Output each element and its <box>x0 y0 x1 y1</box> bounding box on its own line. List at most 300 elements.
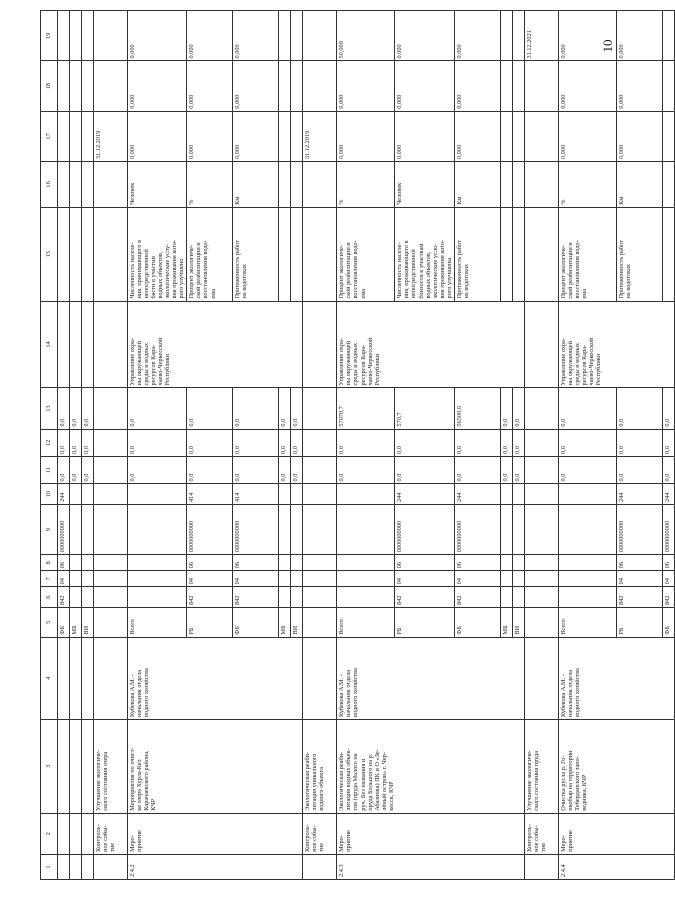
control-date-col17 <box>524 111 558 161</box>
executor-agency: Управление охра- ны окружающей среды и водных ресурсов Кара- чаево-Черкесской Республики <box>337 301 524 388</box>
indicator-name <box>279 207 291 301</box>
empty-cell <box>303 388 337 429</box>
empty-cell <box>70 301 82 388</box>
column-number-8: 8 <box>41 555 58 571</box>
indicator-value-19 <box>291 11 303 61</box>
empty-cell <box>524 301 558 388</box>
empty-cell <box>58 11 70 61</box>
indicator-name: Процент экологиче- ской реабилитации и восстановления водо- ема <box>337 207 395 301</box>
indicator-value-17: 0,000 <box>454 111 500 161</box>
indicator-value-17: 0,000 <box>616 111 662 161</box>
value-cell-c13: 0,0 <box>616 388 662 429</box>
executor-agency: Управление охра- ны окружающей среды и водных ресурсов Кара- чаево-Черкесской Республики <box>558 301 674 388</box>
value-cell-c7 <box>70 571 82 587</box>
value-cell-c8 <box>558 555 616 571</box>
value-cell-c8 <box>82 555 94 571</box>
empty-cell <box>303 61 337 111</box>
empty-cell <box>303 555 337 571</box>
event-name: Мероприятия по очист- ке озера Хурла-Кел Карачаевского района, КЧР <box>128 719 303 813</box>
empty-cell <box>70 207 82 301</box>
control-date-col17: 31.12.2019 <box>94 111 128 161</box>
value-cell-c6 <box>279 587 291 608</box>
value-cell-c7: 04 <box>187 571 233 587</box>
value-cell-c6: 842 <box>58 587 70 608</box>
column-number-7: 7 <box>41 571 58 587</box>
value-cell-c11: 0,0 <box>616 457 662 484</box>
indicator-value-18 <box>291 61 303 111</box>
value-cell-c7 <box>82 571 94 587</box>
value-cell-c6 <box>70 587 82 608</box>
value-cell-c13: 0,0 <box>291 388 303 429</box>
indicator-value-18: 0,000 <box>454 61 500 111</box>
value-cell-c13: 0,0 <box>128 388 187 429</box>
indicator-value-18: 0,000 <box>558 61 616 111</box>
control-event-type: Контроль- ное собы- тие <box>303 813 337 854</box>
indicator-value-19: 0,000 <box>187 11 233 61</box>
value-cell-c6: 842 <box>187 587 233 608</box>
continuation-row <box>82 11 94 880</box>
indicator-name <box>662 207 674 301</box>
indicator-name: Процент экологиче- ской реабилитации и восстановления водо- ема <box>558 207 616 301</box>
empty-cell <box>94 854 128 879</box>
empty-cell <box>524 207 558 301</box>
funding-source-cell: МБ <box>70 607 82 637</box>
indicator-unit: Человек <box>128 162 187 208</box>
event-name: Экологическая реаби- литация водных объек- тов (пруда Малого на руч. Без названия и пруда Большого на р. Абазинка) ПК и О «Зе- лёный остров» г. Чер- кесск, КЧР <box>337 719 524 813</box>
indicator-value-18: 0,000 <box>187 61 233 111</box>
value-cell-c10 <box>291 484 303 505</box>
indicator-name <box>500 207 512 301</box>
empty-cell <box>70 637 82 719</box>
value-cell-c10 <box>82 484 94 505</box>
indicator-value-18: 0,000 <box>233 61 279 111</box>
event-funding-row <box>558 11 616 880</box>
value-cell-c12: 0,0 <box>454 429 500 456</box>
control-event-name: Экологическая реаби- литация уникального водного объекта <box>303 719 337 813</box>
column-number-19: 19 <box>41 11 58 61</box>
value-cell-c6 <box>558 587 616 608</box>
indicator-unit: Человек <box>395 162 454 208</box>
value-cell-c10 <box>512 484 524 505</box>
value-cell-c9 <box>128 505 187 555</box>
value-cell-c11: 0,0 <box>500 457 512 484</box>
value-cell-c9 <box>82 505 94 555</box>
value-cell-c7 <box>558 571 616 587</box>
value-cell-c8: 06 <box>187 555 233 571</box>
empty-cell <box>524 61 558 111</box>
indicator-value-19 <box>279 11 291 61</box>
value-cell-c13: 0,0 <box>82 388 94 429</box>
empty-cell <box>303 162 337 208</box>
value-cell-c7 <box>279 571 291 587</box>
empty-cell <box>94 207 128 301</box>
value-cell-c7: 04 <box>616 571 662 587</box>
empty-cell <box>58 854 70 879</box>
empty-cell <box>82 11 94 61</box>
indicator-value-17 <box>662 111 674 161</box>
empty-cell <box>82 301 94 388</box>
indicator-value-17: 0,000 <box>395 111 454 161</box>
indicator-name: Протяженность работ на водотоках <box>233 207 279 301</box>
empty-cell <box>303 429 337 456</box>
empty-cell <box>70 162 82 208</box>
control-date-col19 <box>303 11 337 61</box>
empty-cell <box>524 505 558 555</box>
indicator-unit: % <box>337 162 395 208</box>
empty-cell <box>524 555 558 571</box>
value-cell-c9: 0000000000 <box>233 505 279 555</box>
value-cell-c7 <box>128 571 187 587</box>
control-event-type: Контроль- ное собы- тие <box>524 813 558 854</box>
event-name: Очистка русла р. Го- нкобыр на территории Теберданского запо- ведника, КЧР <box>558 719 674 813</box>
empty-cell <box>303 207 337 301</box>
indicator-unit: % <box>187 162 233 208</box>
empty-cell <box>70 111 82 161</box>
empty-cell <box>94 637 128 719</box>
value-cell-c11: 0,0 <box>279 457 291 484</box>
value-cell-c11: 0,0 <box>395 457 454 484</box>
indicator-unit: Км <box>454 162 500 208</box>
funding-source-cell: Всего <box>337 607 395 637</box>
indicator-value-17: 0,000 <box>337 111 395 161</box>
funding-source-cell: РБ <box>395 607 454 637</box>
value-cell-c13: 570,7 <box>395 388 454 429</box>
empty-cell <box>70 719 82 813</box>
value-cell-c12: 0,0 <box>395 429 454 456</box>
empty-cell <box>58 111 70 161</box>
value-cell-c13: 0,0 <box>70 388 82 429</box>
value-cell-c13: 0,0 <box>512 388 524 429</box>
value-cell-c12: 0,0 <box>616 429 662 456</box>
funding-source-cell: ФБ <box>454 607 500 637</box>
value-cell-c11: 0,0 <box>187 457 233 484</box>
indicator-value-18 <box>279 61 291 111</box>
indicator-value-18 <box>500 61 512 111</box>
indicator-unit: Км <box>616 162 662 208</box>
indicator-value-17 <box>512 111 524 161</box>
indicator-value-17: 0,000 <box>558 111 616 161</box>
indicator-value-18: 0,000 <box>337 61 395 111</box>
value-cell-c12: 0,0 <box>291 429 303 456</box>
program-table <box>40 10 675 880</box>
value-cell-c7 <box>512 571 524 587</box>
indicator-name <box>291 207 303 301</box>
indicator-value-19: 50,000 <box>337 11 395 61</box>
value-cell-c10 <box>558 484 616 505</box>
funding-source-cell: ВИ <box>291 607 303 637</box>
responsible-person: Кубекова А.М. - начальник отдела водного хозяйства <box>558 637 674 719</box>
value-cell-c7 <box>337 571 395 587</box>
empty-cell <box>303 571 337 587</box>
indicator-value-17: 0,000 <box>128 111 187 161</box>
indicator-value-19: 0,000 <box>395 11 454 61</box>
funding-source-cell: Всего <box>128 607 187 637</box>
indicator-value-19 <box>512 11 524 61</box>
value-cell-c9 <box>70 505 82 555</box>
rotated-table-wrapper <box>40 10 671 880</box>
indicator-unit <box>279 162 291 208</box>
empty-cell <box>303 301 337 388</box>
empty-cell <box>70 61 82 111</box>
empty-cell <box>58 637 70 719</box>
empty-cell <box>524 854 558 879</box>
column-number-9: 9 <box>41 505 58 555</box>
funding-source-cell: МБ <box>279 607 291 637</box>
value-cell-c8: 06 <box>616 555 662 571</box>
value-cell-c12: 0,0 <box>279 429 291 456</box>
value-cell-c13: 0,0 <box>233 388 279 429</box>
value-cell-c8 <box>337 555 395 571</box>
empty-cell <box>303 457 337 484</box>
event-type: Меро- приятие <box>128 813 303 854</box>
continuation-row <box>70 11 82 880</box>
value-cell-c11: 0,0 <box>512 457 524 484</box>
column-number-1: 1 <box>41 854 58 879</box>
value-cell-c6 <box>337 587 395 608</box>
value-cell-c11: 0,0 <box>662 457 674 484</box>
value-cell-c7: 04 <box>662 571 674 587</box>
empty-cell <box>524 429 558 456</box>
empty-cell <box>58 162 70 208</box>
value-cell-c8 <box>279 555 291 571</box>
event-funding-row <box>337 11 395 880</box>
column-number-17: 17 <box>41 111 58 161</box>
funding-source-cell: Всего <box>558 607 616 637</box>
empty-cell <box>82 813 94 854</box>
empty-cell <box>58 719 70 813</box>
value-cell-c12: 0,0 <box>70 429 82 456</box>
value-cell-c9 <box>279 505 291 555</box>
value-cell-c9 <box>558 505 616 555</box>
column-number-16: 16 <box>41 162 58 208</box>
value-cell-c9 <box>291 505 303 555</box>
indicator-value-18: 0,000 <box>395 61 454 111</box>
value-cell-c12: 0,0 <box>233 429 279 456</box>
column-number-3: 3 <box>41 719 58 813</box>
empty-cell <box>82 61 94 111</box>
indicator-unit <box>512 162 524 208</box>
value-cell-c11: 0,0 <box>82 457 94 484</box>
value-cell-c9: 0000000000 <box>395 505 454 555</box>
value-cell-c11: 0,0 <box>70 457 82 484</box>
value-cell-c13: 0,0 <box>279 388 291 429</box>
empty-cell <box>82 719 94 813</box>
empty-cell <box>94 555 128 571</box>
indicator-value-18 <box>662 61 674 111</box>
value-cell-c6: 842 <box>662 587 674 608</box>
value-cell-c7 <box>500 571 512 587</box>
empty-cell <box>82 637 94 719</box>
indicator-unit <box>291 162 303 208</box>
indicator-value-19: 0,000 <box>128 11 187 61</box>
indicator-value-17 <box>500 111 512 161</box>
empty-cell <box>524 571 558 587</box>
indicator-name: Численность населе- ния, принимающего в непосредственной басти в участии водных объектов, экологические услу- вия проживания кото- рого улучшено <box>128 207 187 301</box>
value-cell-c7: 04 <box>58 571 70 587</box>
value-cell-c13: 0,0 <box>662 388 674 429</box>
value-cell-c13: 56500,0 <box>454 388 500 429</box>
value-cell-c10 <box>500 484 512 505</box>
indicator-value-17: 0,000 <box>187 111 233 161</box>
value-cell-c10 <box>279 484 291 505</box>
event-number: 2.4.2 <box>128 854 303 879</box>
value-cell-c6 <box>500 587 512 608</box>
value-cell-c12: 0,0 <box>662 429 674 456</box>
column-number-4: 4 <box>41 637 58 719</box>
indicator-value-17 <box>279 111 291 161</box>
value-cell-c12: 0,0 <box>82 429 94 456</box>
value-cell-c9 <box>337 505 395 555</box>
column-number-11: 11 <box>41 457 58 484</box>
event-number: 2.4.3 <box>337 854 524 879</box>
empty-cell <box>82 162 94 208</box>
empty-cell <box>82 111 94 161</box>
empty-cell <box>94 388 128 429</box>
column-number-10: 10 <box>41 484 58 505</box>
empty-cell <box>303 505 337 555</box>
indicator-unit <box>500 162 512 208</box>
value-cell-c10: 414 <box>187 484 233 505</box>
empty-cell <box>58 207 70 301</box>
indicator-value-19 <box>500 11 512 61</box>
control-event-name: Улучшение экологиче- ского состояния пруда <box>524 719 558 813</box>
value-cell-c6 <box>128 587 187 608</box>
empty-cell <box>70 813 82 854</box>
indicator-value-19: 0,000 <box>454 11 500 61</box>
value-cell-c11: 0,0 <box>454 457 500 484</box>
indicator-name: Численность населе- ния, проживающего в непосредственной близости к участкам водных объектов, экологические усло- вия проживания кото- рого улучшены <box>395 207 454 301</box>
empty-cell <box>303 854 337 879</box>
indicator-name: Протяженность работ на водотоках <box>454 207 500 301</box>
value-cell-c10: 244 <box>454 484 500 505</box>
indicator-value-19 <box>662 11 674 61</box>
empty-cell <box>303 637 337 719</box>
value-cell-c12: 0,0 <box>58 429 70 456</box>
column-number-row <box>41 11 58 880</box>
empty-cell <box>94 457 128 484</box>
value-cell-c10 <box>337 484 395 505</box>
empty-cell <box>303 587 337 608</box>
value-cell-c11: 0,0 <box>337 457 395 484</box>
empty-cell <box>524 484 558 505</box>
funding-source-cell: ФБ <box>233 607 279 637</box>
value-cell-c8 <box>70 555 82 571</box>
control-event-row <box>303 11 337 880</box>
value-cell-c10: 244 <box>662 484 674 505</box>
funding-source-cell: ВИ <box>512 607 524 637</box>
value-cell-c6 <box>291 587 303 608</box>
indicator-value-18: 0,000 <box>128 61 187 111</box>
event-type: Меро- приятие <box>337 813 524 854</box>
empty-cell <box>303 607 337 637</box>
value-cell-c8 <box>291 555 303 571</box>
value-cell-c12: 0,0 <box>187 429 233 456</box>
indicator-unit: % <box>558 162 616 208</box>
empty-cell <box>94 484 128 505</box>
event-funding-row <box>128 11 187 880</box>
empty-cell <box>303 484 337 505</box>
control-event-name: Улучшение экологиче- ского состояния озера <box>94 719 128 813</box>
responsible-person: Кубекова А.М. - начальник отдела водного хозяйства <box>337 637 524 719</box>
value-cell-c13: 0,0 <box>58 388 70 429</box>
responsible-person: Кубекова А.М. - начальник отдела водного хозяйства <box>128 637 303 719</box>
indicator-value-19: 0,000 <box>558 11 616 61</box>
value-cell-c12: 0,0 <box>128 429 187 456</box>
empty-cell <box>82 207 94 301</box>
indicator-value-17 <box>291 111 303 161</box>
event-number: 2.4.4 <box>558 854 674 879</box>
value-cell-c6: 842 <box>395 587 454 608</box>
value-cell-c10: 414 <box>233 484 279 505</box>
value-cell-c9 <box>512 505 524 555</box>
value-cell-c10 <box>70 484 82 505</box>
empty-cell <box>524 607 558 637</box>
empty-cell <box>524 637 558 719</box>
value-cell-c10: 244 <box>616 484 662 505</box>
value-cell-c8: 06 <box>454 555 500 571</box>
control-event-row <box>94 11 128 880</box>
indicator-name <box>512 207 524 301</box>
empty-cell <box>524 587 558 608</box>
value-cell-c8: 06 <box>58 555 70 571</box>
value-cell-c9: 0000000000 <box>454 505 500 555</box>
value-cell-c7: 04 <box>395 571 454 587</box>
column-number-18: 18 <box>41 61 58 111</box>
value-cell-c6 <box>82 587 94 608</box>
value-cell-c6: 842 <box>616 587 662 608</box>
funding-source-cell: ФБ <box>662 607 674 637</box>
value-cell-c12: 0,0 <box>337 429 395 456</box>
empty-cell <box>94 571 128 587</box>
funding-source-cell: РБ <box>187 607 233 637</box>
indicator-value-19: 0,000 <box>616 11 662 61</box>
value-cell-c13: 57070,7 <box>337 388 395 429</box>
value-cell-c8 <box>500 555 512 571</box>
empty-cell <box>82 854 94 879</box>
value-cell-c10: 244 <box>395 484 454 505</box>
value-cell-c8 <box>128 555 187 571</box>
value-cell-c13: 0,0 <box>558 388 616 429</box>
value-cell-c9: 0000000000 <box>187 505 233 555</box>
indicator-name: Процент экологиче- ской реабилитации и восстановления водо- ема <box>187 207 233 301</box>
indicator-value-19: 0,000 <box>233 11 279 61</box>
executor-agency: Управление охра- ны окружающей среды и водных ресурсов Кара- чаево-Черкесской Республики <box>128 301 303 388</box>
empty-cell <box>94 301 128 388</box>
funding-source-cell: ВИ <box>82 607 94 637</box>
value-cell-c9: 0000000000 <box>58 505 70 555</box>
value-cell-c9 <box>500 505 512 555</box>
value-cell-c7: 04 <box>454 571 500 587</box>
empty-cell <box>58 301 70 388</box>
value-cell-c8: 06 <box>395 555 454 571</box>
value-cell-c6: 842 <box>454 587 500 608</box>
indicator-value-17: 0,000 <box>233 111 279 161</box>
indicator-name: Протяженность работ на водотоках <box>616 207 662 301</box>
empty-cell <box>524 457 558 484</box>
continuation-row <box>58 11 70 880</box>
value-cell-c11: 0,0 <box>291 457 303 484</box>
value-cell-c7: 04 <box>233 571 279 587</box>
value-cell-c8: 06 <box>662 555 674 571</box>
value-cell-c7 <box>291 571 303 587</box>
column-number-13: 13 <box>41 388 58 429</box>
funding-source-cell: РБ <box>616 607 662 637</box>
value-cell-c8: 06 <box>233 555 279 571</box>
value-cell-c11: 0,0 <box>233 457 279 484</box>
column-number-2: 2 <box>41 813 58 854</box>
empty-cell <box>524 388 558 429</box>
column-number-14: 14 <box>41 301 58 388</box>
